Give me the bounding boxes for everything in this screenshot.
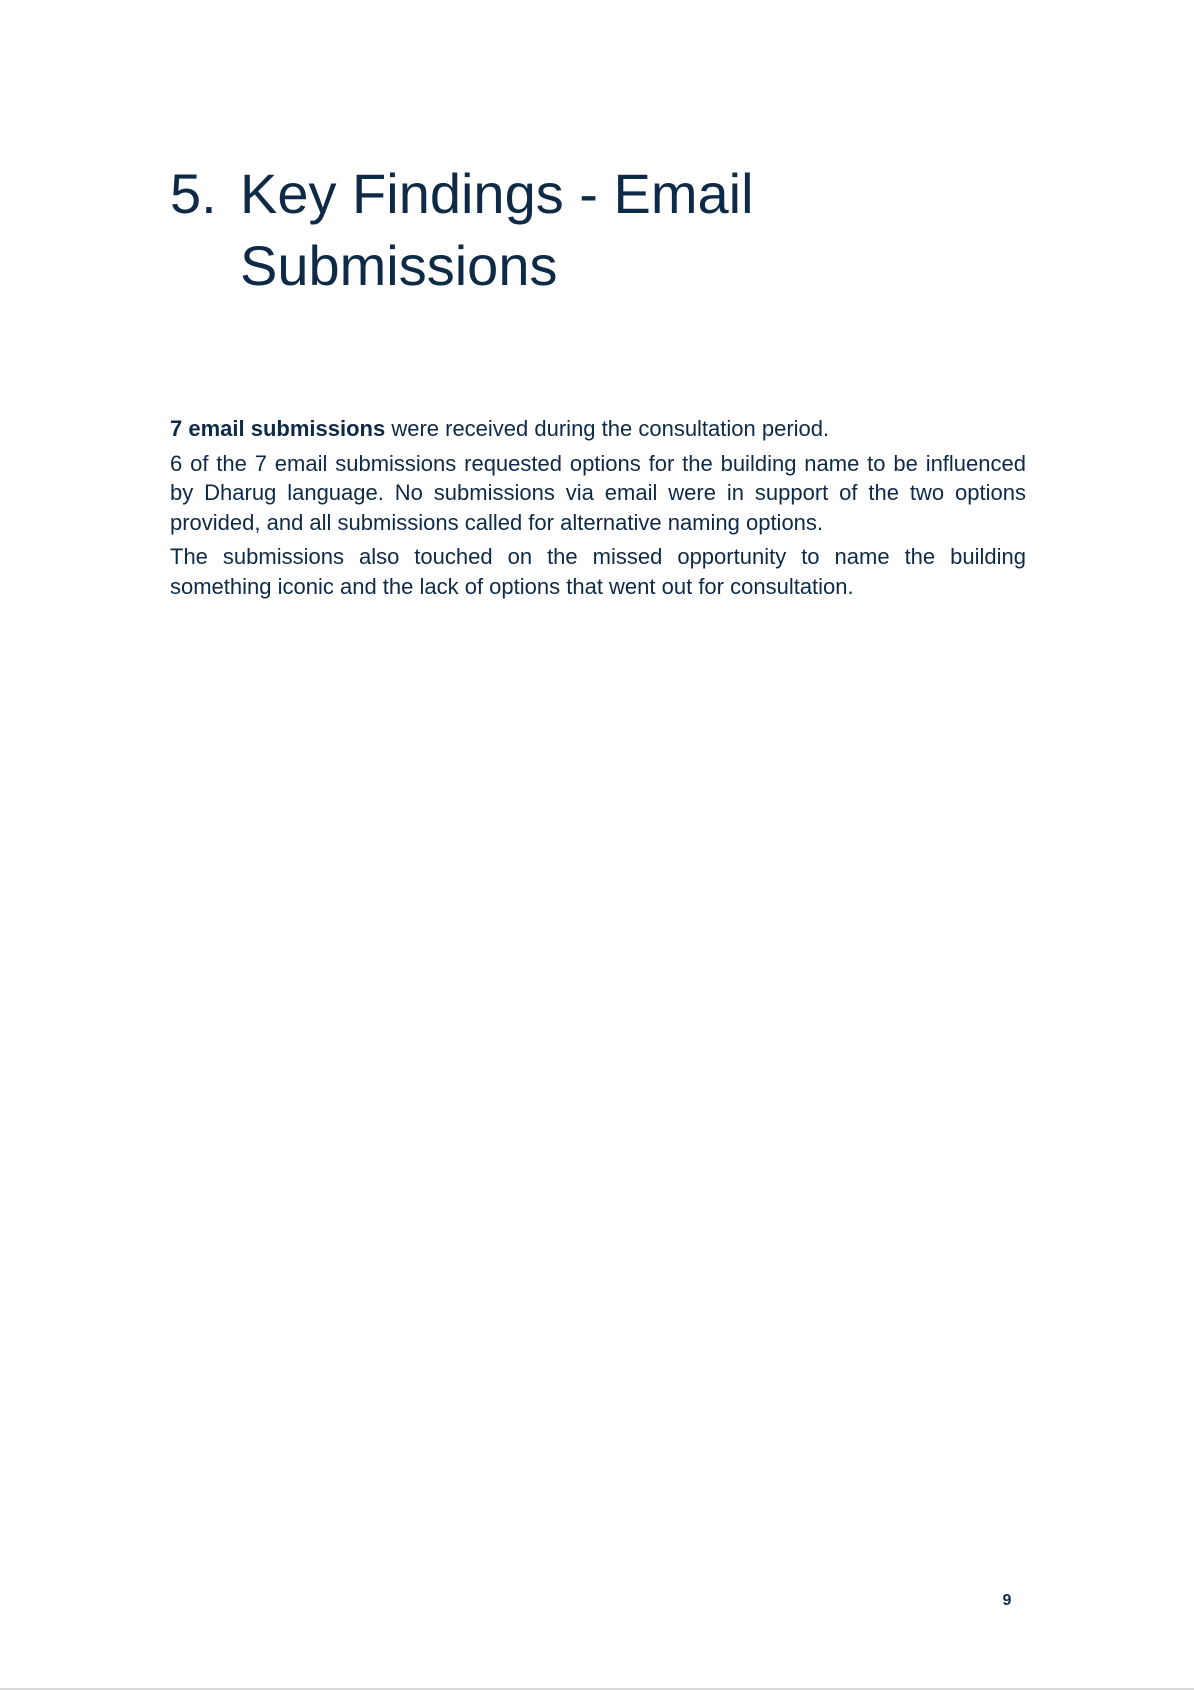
email-count-rest: were received during the consultation period. [385,416,830,441]
section-number: 5. [170,162,217,225]
section-heading [170,158,930,302]
body-text [170,414,1026,606]
page-number: 9 [1002,1592,1012,1609]
section-title: Key Findings - Email Submissions [240,162,754,297]
paragraph-email-count [170,414,1026,444]
email-count-highlight: 7 email submissions [170,416,386,441]
paragraph-dharug-language: 6 of the 7 email submissions requested options for the building name to be influenced by Dharug language. No submissions via email were in support of the two options provided, and all submissions called for alternative naming options. [170,450,1026,535]
paragraph-missed-opportunity: The submissions also touched on the missed opportunity to name the building something iconic and the lack of options that went out for consultation. [170,544,1026,599]
